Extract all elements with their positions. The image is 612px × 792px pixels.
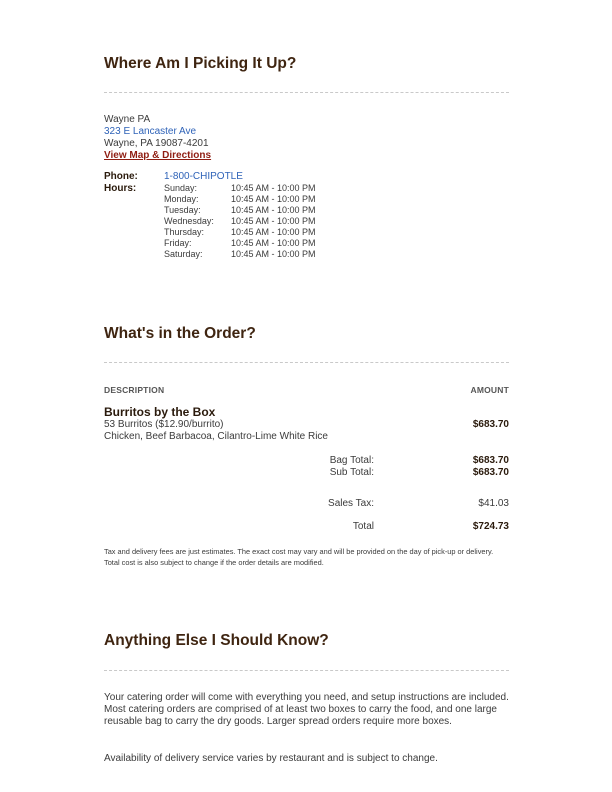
store-name: Wayne PA — [104, 114, 151, 125]
section-divider — [104, 670, 509, 671]
item-quantity: 53 Burritos ($12.90/burrito) — [104, 419, 224, 430]
info-paragraph-1: Your catering order will come with everything you need, and setup instructions are included. Most catering orders are comprised of at least two boxes to carry the food, and one large reusable bag to carry the dry goods. Larger spread orders require more boxes. — [104, 692, 509, 727]
hours-row — [164, 183, 316, 194]
info-paragraph-2: Availability of delivery service varies by restaurant and is subject to change. — [104, 753, 438, 764]
section-divider — [104, 362, 509, 363]
phone-link[interactable]: 1-800-CHIPOTLE — [164, 171, 243, 182]
order-heading: What's in the Order? — [104, 325, 256, 342]
hours-row — [164, 216, 316, 227]
hours-day: Tuesday: — [164, 205, 201, 215]
sub-total-label: Sub Total: — [329, 467, 374, 478]
store-street-link[interactable]: 323 E Lancaster Ave — [104, 126, 197, 137]
hours-row — [164, 249, 316, 260]
hours-day: Sunday: — [164, 183, 198, 193]
hours-day: Saturday: — [164, 249, 203, 259]
amount-column-header: AMOUNT — [470, 385, 509, 395]
description-column-header: DESCRIPTION — [104, 385, 165, 395]
total-label: Total — [352, 521, 374, 532]
sales-tax-value: $41.03 — [478, 498, 509, 509]
hours-day: Monday: — [164, 194, 199, 204]
hours-day: Friday: — [164, 238, 192, 248]
hours-time: 10:45 AM - 10:00 PM — [231, 216, 316, 226]
item-amount: $683.70 — [472, 419, 509, 430]
store-city: Wayne, PA 19087-4201 — [104, 138, 209, 149]
bag-total-label: Bag Total: — [329, 455, 374, 466]
hours-day: Thursday: — [164, 227, 205, 237]
order-totals — [104, 455, 509, 533]
hours-row — [164, 205, 316, 216]
pickup-heading: Where Am I Picking It Up? — [104, 55, 297, 72]
order-item — [104, 405, 509, 443]
hours-time: 10:45 AM - 10:00 PM — [231, 194, 316, 204]
store-contact — [104, 171, 509, 260]
hours-time: 10:45 AM - 10:00 PM — [231, 227, 316, 237]
hours-row — [164, 194, 316, 205]
sales-tax-label: Sales Tax: — [328, 498, 374, 509]
order-table-header — [104, 385, 509, 395]
info-heading: Anything Else I Should Know? — [104, 632, 329, 649]
hours-time: 10:45 AM - 10:00 PM — [231, 205, 316, 215]
hours-time: 10:45 AM - 10:00 PM — [231, 238, 316, 248]
total-value: $724.73 — [472, 521, 509, 532]
item-detail: Chicken, Beef Barbacoa, Cilantro-Lime White Rice — [104, 431, 328, 442]
store-address — [104, 114, 509, 162]
phone-label: Phone: — [104, 171, 138, 182]
hours-label: Hours: — [104, 183, 137, 194]
hours-time: 10:45 AM - 10:00 PM — [231, 249, 316, 259]
sub-total-value: $683.70 — [472, 467, 509, 478]
section-divider — [104, 92, 509, 93]
hours-list — [164, 183, 316, 260]
item-name: Burritos by the Box — [104, 405, 216, 419]
bag-total-value: $683.70 — [472, 455, 509, 466]
hours-day: Wednesday: — [164, 216, 214, 226]
order-disclaimer: Tax and delivery fees are just estimates. The exact cost may vary and will be provided on the day of pick-up or delivery. Total cost is also subject to change if the order details are modified. — [104, 547, 494, 567]
hours-row — [164, 238, 316, 249]
hours-time: 10:45 AM - 10:00 PM — [231, 183, 316, 193]
map-directions-link[interactable]: View Map & Directions — [104, 150, 212, 161]
hours-row — [164, 227, 316, 238]
